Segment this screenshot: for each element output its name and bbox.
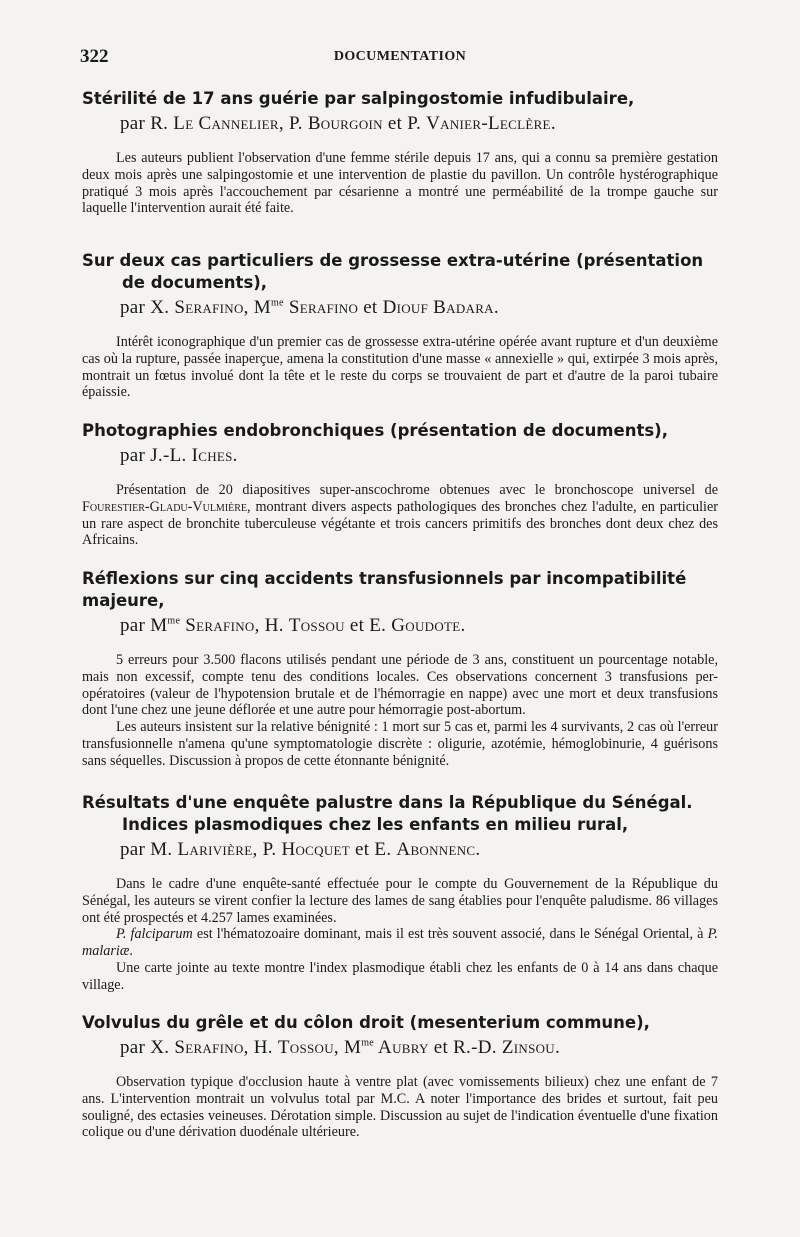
article-body bbox=[82, 482, 718, 549]
article-title: Résultats d'une enquête palustre dans la République du Sénégal. Indices plasmodiques chez les enfants en milieu rural, bbox=[82, 793, 693, 834]
paragraph: Dans le cadre d'une enquête-santé effectuée pour le compte du Gouvernement de la République du Sénégal, les auteurs se virent confier la lecture des lames de sang établies pour l'enquête paludisme. 86 villages ont été prospectés et 4.257 lames examinées. bbox=[82, 876, 718, 926]
article-4 bbox=[82, 568, 718, 770]
running-title: DOCUMENTATION bbox=[333, 49, 467, 64]
article-title: Réflexions sur cinq accidents transfusionnels par incompatibilité majeure, bbox=[82, 569, 687, 610]
article-6 bbox=[82, 1012, 718, 1141]
article-authors: par J.-L. Iches. bbox=[120, 445, 238, 466]
article-authors: par M. Larivière, P. Hocquet et E. Abonnenc. bbox=[120, 839, 481, 860]
page-number: 322 bbox=[80, 46, 109, 67]
article-authors: par $M^{me}$ Serafino, H. Tossou et E. Goudote. bbox=[120, 615, 466, 636]
paragraph: 5 erreurs pour 3.500 flacons utilisés pendant une période de 3 ans, constituent un pourcentage notable, mais non excessif, compte tenu des conditions locales. Ces observations concernent 3 transfusions per-opératoires (valeur de l'hypotension brutale et de l'hémorragie en nappe) avec une mort et deux transfusions dont l'une chez une jeune déflorée et une autre pour hémorragie post-abortum. bbox=[82, 652, 718, 719]
paragraph: P. falciparum est l'hématozoaire dominant, mais il est très souvent associé, dans le Sénégal Oriental, à P. malariæ. bbox=[82, 926, 718, 960]
paragraph: Les auteurs insistent sur la relative bénignité : 1 mort sur 5 cas et, parmi les 4 survivants, 2 cas où l'erreur transfusionnelle n'amena qu'une symptomatologie discrète : oligurie, azotémie, hémoglobinurie, 4 guérisons sans séquelles. Discussion à propos de cette étonnante bénignité. bbox=[82, 719, 718, 769]
article-authors: par X. Serafino, H. Tossou, $M^{me}$ Aubry et R.-D. Zinsou. bbox=[120, 1037, 561, 1058]
article-3 bbox=[82, 420, 718, 549]
article-1 bbox=[82, 88, 718, 217]
paragraph: Observation typique d'occlusion haute à ventre plat (avec vomissements bilieux) chez une enfant de 7 ans. L'intervention montrait un volvulus total par M.C. A noter l'importance des brides et surtout, fait peu souligné, des ectasies veineuses. Dérotation simple. Discussion au sujet de l'indication éventuelle d'une fixation colique ou d'une dérivation duodénale ultérieure. bbox=[82, 1074, 718, 1141]
article-body bbox=[82, 334, 718, 401]
article-5 bbox=[82, 792, 718, 994]
article-body bbox=[82, 876, 718, 994]
article-body bbox=[82, 150, 718, 217]
article-2 bbox=[82, 250, 718, 401]
article-body bbox=[82, 652, 718, 770]
article-body bbox=[82, 1074, 718, 1141]
article-title: Photographies endobronchiques (présentation de documents), bbox=[82, 421, 668, 440]
article-title: Volvulus du grêle et du côlon droit (mesenterium commune), bbox=[82, 1013, 650, 1032]
paragraph: Intérêt iconographique d'un premier cas de grossesse extra-utérine opérée avant rupture et d'un deuxième cas où la rupture, passée inaperçue, amena la constitution d'une masse « annexielle » qui, extirpée 3 mois après, montrait un fœtus involué dont la tête et le reste du corps se trouvaient de part et d'autre de la paroi tubaire épaissie. bbox=[82, 334, 718, 401]
article-authors: par R. Le Cannelier, P. Bourgoin et P. Vanier-Leclère. bbox=[120, 113, 556, 134]
article-authors: par X. Serafino, $M^{me}$ Serafino et Diouf Badara. bbox=[120, 297, 499, 318]
page-header bbox=[80, 46, 720, 70]
paragraph: Présentation de 20 diapositives super-anscochrome obtenues avec le bronchoscope universel de Fourestier-Gladu-Vulmière, montrant divers aspects pathologiques des bronches chez l'adulte, en particulier un rare aspect de bronchite tuberculeuse végétante et trois cancers primitifs des bronches dont deux chez des Africains. bbox=[82, 482, 718, 549]
paragraph: Une carte jointe au texte montre l'index plasmodique établi chez les enfants de 0 à 14 ans dans chaque village. bbox=[82, 959, 718, 993]
paragraph: Les auteurs publient l'observation d'une femme stérile depuis 17 ans, qui a connu sa première gestation deux mois après une salpingostomie et une intervention de plastie du pavillon. Un contrôle hystérographique pratiqué 3 mois après l'accouchement par césarienne a montré une perméabilité de la trompe gauche sur laquelle l'intervention aurait été faite. bbox=[82, 150, 718, 217]
article-title: Sur deux cas particuliers de grossesse extra-utérine (présentation de documents), bbox=[82, 251, 704, 292]
article-title: Stérilité de 17 ans guérie par salpingostomie infudibulaire, bbox=[82, 89, 635, 108]
